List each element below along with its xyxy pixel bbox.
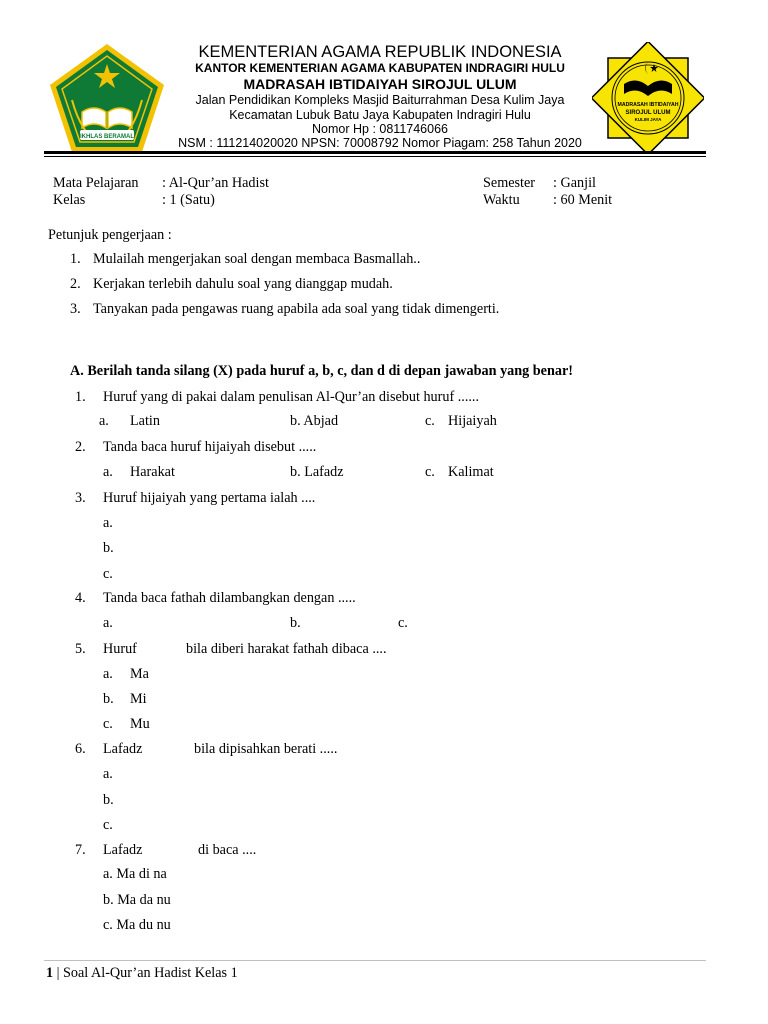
option-letter: a. — [99, 413, 109, 429]
ministry-title: KEMENTERIAN AGAMA REPUBLIK INDONESIA — [198, 43, 562, 61]
question-text: Huruf hijaiyah yang pertama ialah .... — [103, 490, 316, 506]
option-text: Harakat — [130, 464, 175, 480]
time-label: Waktu — [483, 192, 520, 208]
footer-rule — [44, 960, 706, 961]
semester-value: : Ganjil — [553, 175, 596, 191]
school-ids: NSM : 111214020020 NPSN: 70008792 Nomor Piagam: 258 Tahun 2020 — [178, 136, 582, 150]
question-number: 7. — [75, 842, 86, 858]
option-letter: a. — [103, 615, 113, 631]
logo-line-2: SIROJUL ULUM — [625, 110, 671, 116]
question-number: 4. — [75, 590, 86, 606]
page-number: 1 — [46, 965, 54, 981]
question-text: Tanda baca huruf hijaiyah disebut ..... — [103, 439, 317, 455]
question-text: Tanda baca fathah dilambangkan dengan ..... — [103, 590, 356, 606]
instruction-text: Mulailah mengerjakan soal dengan membaca Basmallah.. — [93, 251, 421, 267]
question-text-end: di baca .... — [198, 842, 257, 858]
instruction-num: 1. — [70, 251, 81, 267]
question-number: 5. — [75, 641, 86, 657]
phone-line: Nomor Hp : 0811746066 — [312, 122, 448, 136]
option-text: b. Ma da nu — [103, 892, 171, 908]
question-text-end: bila diberi harakat fathah dibaca .... — [186, 641, 387, 657]
question-number: 3. — [75, 490, 86, 506]
class-value: : 1 (Satu) — [162, 192, 215, 208]
option-text: Kalimat — [448, 464, 494, 480]
option-letter: c. — [425, 413, 435, 429]
question-text-start: Huruf — [103, 641, 137, 657]
option-letter: c. — [103, 817, 113, 833]
address-line-2: Kecamatan Lubuk Batu Jaya Kabupaten Indragiri Hulu — [229, 108, 531, 122]
school-name: MADRASAH IBTIDAIYAH SIROJUL ULUM — [243, 76, 517, 92]
class-label: Kelas — [53, 192, 86, 208]
option-text: Mu — [130, 716, 150, 732]
option-text: Latin — [130, 413, 160, 429]
option-letter: c. — [425, 464, 435, 480]
option-text: Mi — [130, 691, 147, 707]
logo-line-3: KULIM JAYA — [634, 117, 662, 122]
option-text: Hijaiyah — [448, 413, 497, 429]
instruction-num: 2. — [70, 276, 81, 292]
time-value: : 60 Menit — [553, 192, 613, 208]
option-text: c. Ma du nu — [103, 917, 171, 933]
option-text: Ma — [130, 666, 149, 682]
question-number: 2. — [75, 439, 86, 455]
option-letter: a. — [103, 666, 113, 682]
section-a-title: A. Berilah tanda silang (X) pada huruf a, b, c, dan d di depan jawaban yang benar! — [70, 363, 573, 379]
question-text-end: bila dipisahkan berati ..... — [194, 741, 338, 757]
instruction-text: Tanyakan pada pengawas ruang apabila ada soal yang tidak dimengerti. — [93, 301, 500, 317]
option-text: a. Ma di na — [103, 866, 167, 882]
instruction-num: 3. — [70, 301, 81, 317]
option-letter: b. — [103, 540, 114, 556]
logo-line-1: MADRASAH IBTIDAIYAH — [617, 102, 679, 108]
instructions-heading: Petunjuk pengerjaan : — [48, 227, 172, 243]
header-rule-thick — [44, 151, 706, 154]
option-letter: a. — [103, 766, 113, 782]
option-text: b. Abjad — [290, 413, 339, 429]
footer-text: | Soal Al-Qur’an Hadist Kelas 1 — [53, 965, 238, 981]
office-name: KANTOR KEMENTERIAN AGAMA KABUPATEN INDRAGIRI HULU — [195, 61, 565, 75]
question-number: 1. — [75, 389, 86, 405]
header-rule-thin — [44, 156, 706, 157]
question-text-start: Lafadz — [103, 741, 143, 757]
madrasah-logo — [592, 42, 704, 154]
instruction-text: Kerjakan terlebih dahulu soal yang dianggap mudah. — [93, 276, 393, 292]
address-line-1: Jalan Pendidikan Kompleks Masjid Baiturrahman Desa Kulim Jaya — [195, 93, 565, 107]
question-text-start: Lafadz — [103, 842, 143, 858]
kemenag-logo — [48, 42, 166, 154]
option-letter: a. — [103, 515, 113, 531]
option-letter: a. — [103, 464, 113, 480]
option-letter: b. — [103, 691, 114, 707]
option-letter: c. — [103, 566, 113, 582]
subject-label: Mata Pelajaran — [53, 175, 139, 191]
option-letter: b. — [290, 615, 301, 631]
question-number: 6. — [75, 741, 86, 757]
logo-motto: IKHLAS BERAMAL — [80, 134, 134, 140]
option-text: b. Lafadz — [290, 464, 344, 480]
subject-value: : Al-Qur’an Hadist — [162, 175, 269, 191]
page-footer — [46, 965, 238, 981]
option-letter: b. — [103, 792, 114, 808]
semester-label: Semester — [483, 175, 536, 191]
option-letter: c. — [398, 615, 408, 631]
option-letter: c. — [103, 716, 113, 732]
question-text: Huruf yang di pakai dalam penulisan Al-Qur’an disebut huruf ...... — [103, 389, 480, 405]
